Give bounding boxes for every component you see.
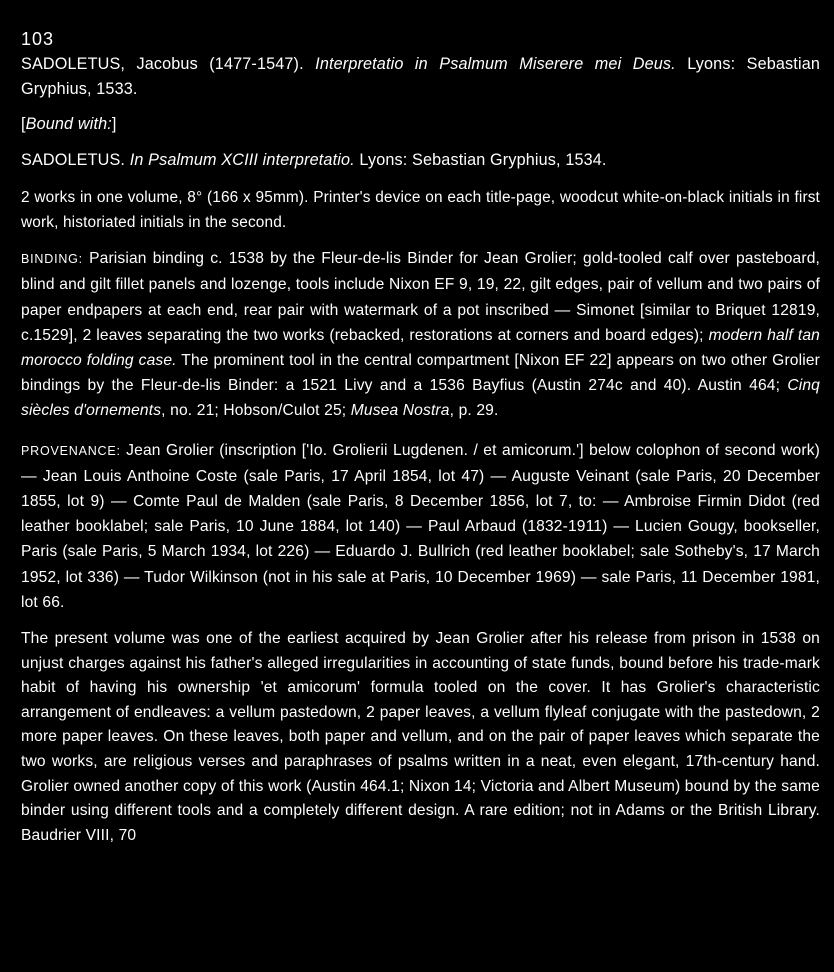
bound-with-close-bracket: ] — [111, 115, 117, 134]
provenance-text: Jean Grolier (inscription ['Io. Grolierii Lugdenen. / et amicorum.'] below colophon of second work) — Jean Louis Anthoine Coste (sale Paris, 17 April 1854, lot 47) — Auguste Veinant (sale Paris, 20 December 1855, lot 9) — Comte Paul de Malden (sale Paris, 8 December 1856, lot 7, to: — Ambroise Firmin Didot (red leather booklabel; sale Paris, 10 June 1884, lot 140) — Paul Arbaud (1832-1911) — Lucien Gougy, bookseller, Paris (sale Paris, 5 March 1934, lot 226) — Eduardo J. Bullrich (red leather booklabel; sale Sotheby's, 17 March 1952, lot 336) — Tudor Wilkinson (not in his sale at Paris, 10 December 1969) — sale Paris, 11 December 1981, lot 66. — [21, 441, 820, 611]
binding-heading: BINDING: — [21, 252, 83, 267]
binding-case-note: modern half tan morocco folding case. — [21, 326, 820, 370]
entry-second-author: SADOLETUS. — [21, 150, 130, 169]
binding-text-4: , p. 29. — [449, 402, 499, 420]
provenance-heading: PROVENANCE: — [21, 443, 121, 458]
entry-first-imprint: Lyons: Sebastian Gryphius, 1533. — [21, 55, 820, 99]
bound-with-open-bracket: [ — [21, 115, 26, 134]
binding-text-3: , no. 21; Hobson/Culot 25; — [161, 402, 351, 420]
binding-text-2: The prominent tool in the central compartment [Nixon EF 22] appears on two other Grolier bindings by the Fleur-de-lis Binder: a 1521 Livy and a 1536 Bayfius (Austin 274c and 40). Austin 464; — [21, 352, 820, 395]
commentary-paragraph: The present volume was one of the earliest acquired by Jean Grolier after his release from prison in 1538 on unjust charges against his father's alleged irregularities in accounting of state funds, bound before his trade-mark habit of having his ownership 'et amicorum' formula tooled on the cover. It has Grolier's characteristic arrangement of endleaves: a vellum pastedown, 2 paper leaves, a vellum flyleaf conjugate with the pastedown, 2 more paper leaves. On these leaves, both paper and vellum, and on the pair of paper leaves which separate the two works, are religious verses and paraphrases of psalms written in a neat, even elegant, 17th-century hand. Grolier owned another copy of this work (Austin 464.1; Nixon 14; Victoria and Albert Museum) bound by the same binder using different tools and a completely different design. A rare edition; not in Adams or the British Library. Baudrier VIII, 70 — [21, 630, 820, 844]
binding-text-1: Parisian binding c. 1538 by the Fleur-de-lis Binder for Jean Grolier; gold-tooled calf over pasteboard, blind and gilt fillet panels and lozenge, tools include Nixon EF 9, 19, 22, gilt edges, pair of vellum and two pairs of paper endpapers at each end, rear pair with watermark of a pot inscribed — Simonet [similar to Briquet 12819, c.1529], 2 leaves separating the two works (rebacked, restorations at corners and board edges); — [21, 250, 820, 344]
binding-reference-musea-nostra: Musea Nostra — [350, 402, 450, 420]
entry-first-author: SADOLETUS, Jacobus (1477-1547). — [21, 55, 316, 73]
binding-section — [21, 246, 820, 423]
bound-with-label: Bound with: — [25, 115, 112, 134]
entry-second-work — [21, 148, 820, 173]
physical-description: 2 works in one volume, 8° (166 x 95mm). Printer's device on each title-page, woodcut white-on-black initials in first work, historiated initials in the second. — [21, 188, 820, 232]
lot-number: 103 — [21, 29, 55, 49]
bound-with-note — [21, 112, 820, 137]
provenance-section — [21, 438, 820, 615]
entry-second-imprint: Lyons: Sebastian Gryphius, 1534. — [354, 150, 607, 169]
entry-second-title: In Psalmum XCIII interpretatio. — [129, 150, 355, 169]
entry-first-work — [21, 52, 820, 102]
binding-reference-cinq-siecles: Cinq siècles d'ornements — [21, 377, 820, 420]
entry-first-title: Interpretatio in Psalmum Miserere mei Deus. — [315, 55, 676, 73]
